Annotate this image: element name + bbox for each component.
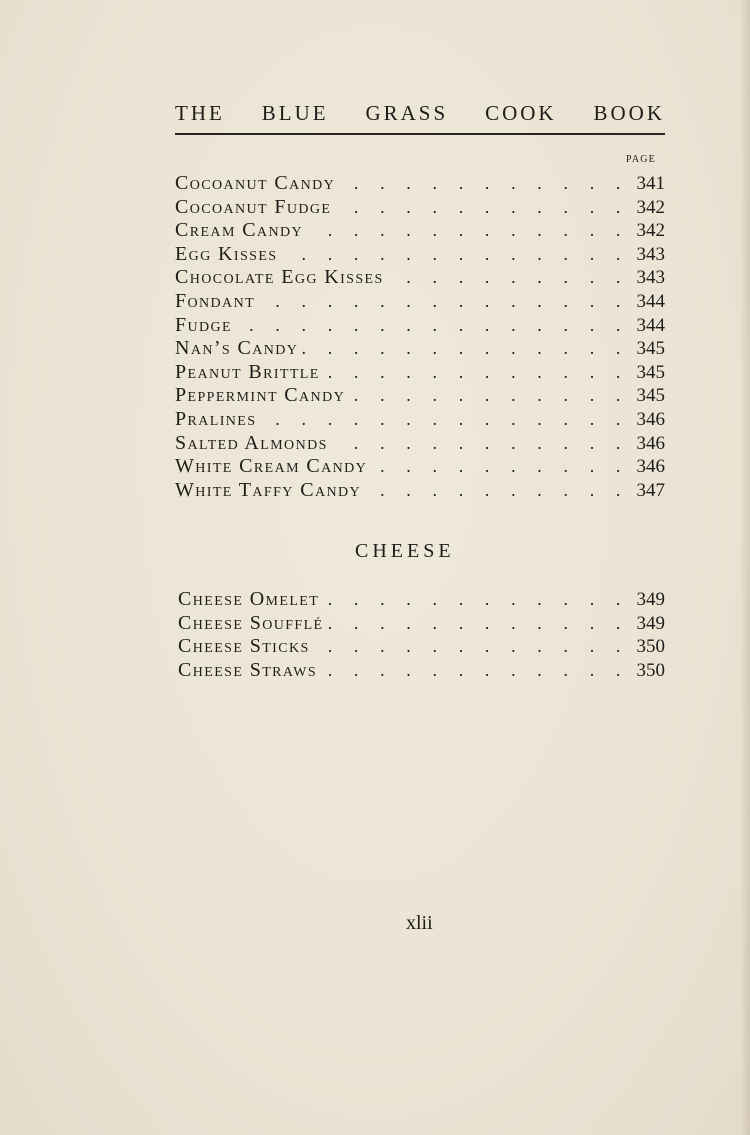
entry-page-number: 345 bbox=[636, 385, 665, 407]
dot-leader bbox=[328, 612, 629, 636]
dot-leader bbox=[332, 432, 629, 456]
toc-entry bbox=[178, 612, 665, 636]
toc-entry bbox=[175, 479, 665, 503]
entry-page-number: 349 bbox=[636, 612, 665, 634]
dot-leader bbox=[302, 337, 629, 361]
entry-page-number: 345 bbox=[636, 338, 665, 360]
dot-leader bbox=[349, 384, 629, 408]
toc-entry bbox=[175, 408, 665, 432]
toc-entry bbox=[175, 384, 665, 408]
entry-title: Pralines bbox=[175, 407, 257, 430]
entry-title: Cream Candy bbox=[175, 219, 303, 242]
toc-entry bbox=[178, 635, 665, 659]
entry-title: White Cream Candy bbox=[175, 455, 368, 478]
dot-leader bbox=[371, 455, 629, 479]
dot-leader bbox=[314, 635, 629, 659]
toc-entry bbox=[175, 361, 665, 385]
entry-page-number: 345 bbox=[636, 361, 665, 383]
entry-title: Cocoanut Fudge bbox=[175, 195, 332, 218]
cheese-contents-list bbox=[178, 588, 665, 682]
entry-title: Nan’s Candy bbox=[175, 337, 299, 360]
entry-title: Fudge bbox=[175, 313, 233, 336]
toc-entry bbox=[175, 337, 665, 361]
entry-title: Peppermint Candy bbox=[175, 384, 346, 407]
entry-page-number: 342 bbox=[636, 220, 665, 242]
dot-leader bbox=[260, 408, 629, 432]
toc-entry bbox=[175, 266, 665, 290]
toc-entry bbox=[175, 219, 665, 243]
dot-leader bbox=[388, 266, 629, 290]
toc-entry bbox=[178, 659, 665, 683]
page-column-label: PAGE bbox=[626, 154, 656, 165]
toc-entry bbox=[175, 432, 665, 456]
entry-page-number: 344 bbox=[636, 290, 665, 312]
dot-leader bbox=[281, 243, 629, 267]
dot-leader bbox=[339, 172, 629, 196]
entry-title: Cheese Sticks bbox=[178, 635, 310, 658]
entry-page-number: 349 bbox=[636, 589, 665, 610]
entry-title: White Taffy Candy bbox=[175, 478, 361, 501]
toc-entry bbox=[175, 314, 665, 338]
toc-entry bbox=[175, 243, 665, 267]
entry-page-number: 350 bbox=[636, 659, 665, 681]
entry-title: Cheese Soufflé bbox=[178, 611, 324, 634]
entry-title: Cheese Omelet bbox=[178, 588, 320, 610]
entry-page-number: 346 bbox=[636, 432, 665, 454]
entry-page-number: 350 bbox=[636, 636, 665, 658]
entry-page-number: 346 bbox=[636, 456, 665, 478]
entry-page-number: 343 bbox=[636, 243, 665, 265]
entry-title: Cocoanut Candy bbox=[175, 172, 336, 194]
entry-page-number: 346 bbox=[636, 408, 665, 430]
dot-leader bbox=[236, 314, 629, 338]
toc-entry bbox=[178, 588, 665, 612]
dot-leader bbox=[324, 361, 629, 385]
entry-page-number: 347 bbox=[636, 479, 665, 501]
entry-page-number: 343 bbox=[636, 267, 665, 289]
entry-page-number: 342 bbox=[636, 196, 665, 218]
section-heading-cheese: CHEESE bbox=[355, 540, 455, 562]
toc-entry bbox=[175, 290, 665, 314]
entry-title: Cheese Straws bbox=[178, 658, 318, 681]
dot-leader bbox=[365, 479, 629, 503]
entry-title: Fondant bbox=[175, 289, 256, 312]
entry-title: Peanut Brittle bbox=[175, 360, 320, 383]
running-head: THE BLUE GRASS COOK BOOK bbox=[175, 101, 665, 125]
dot-leader bbox=[321, 659, 629, 683]
entry-page-number: 344 bbox=[636, 314, 665, 336]
entry-title: Chocolate Egg Kisses bbox=[175, 266, 384, 289]
entry-title: Egg Kisses bbox=[175, 242, 278, 265]
entry-title: Salted Almonds bbox=[175, 431, 328, 454]
dot-leader bbox=[307, 219, 629, 243]
page-folio: xlii bbox=[406, 912, 433, 934]
header-rule bbox=[175, 133, 665, 135]
candy-contents-list bbox=[175, 172, 665, 502]
toc-entry bbox=[175, 172, 665, 196]
dot-leader bbox=[323, 588, 629, 612]
toc-entry bbox=[175, 455, 665, 479]
dot-leader bbox=[259, 290, 629, 314]
toc-entry bbox=[175, 196, 665, 220]
dot-leader bbox=[335, 196, 629, 220]
entry-page-number: 341 bbox=[636, 173, 665, 194]
